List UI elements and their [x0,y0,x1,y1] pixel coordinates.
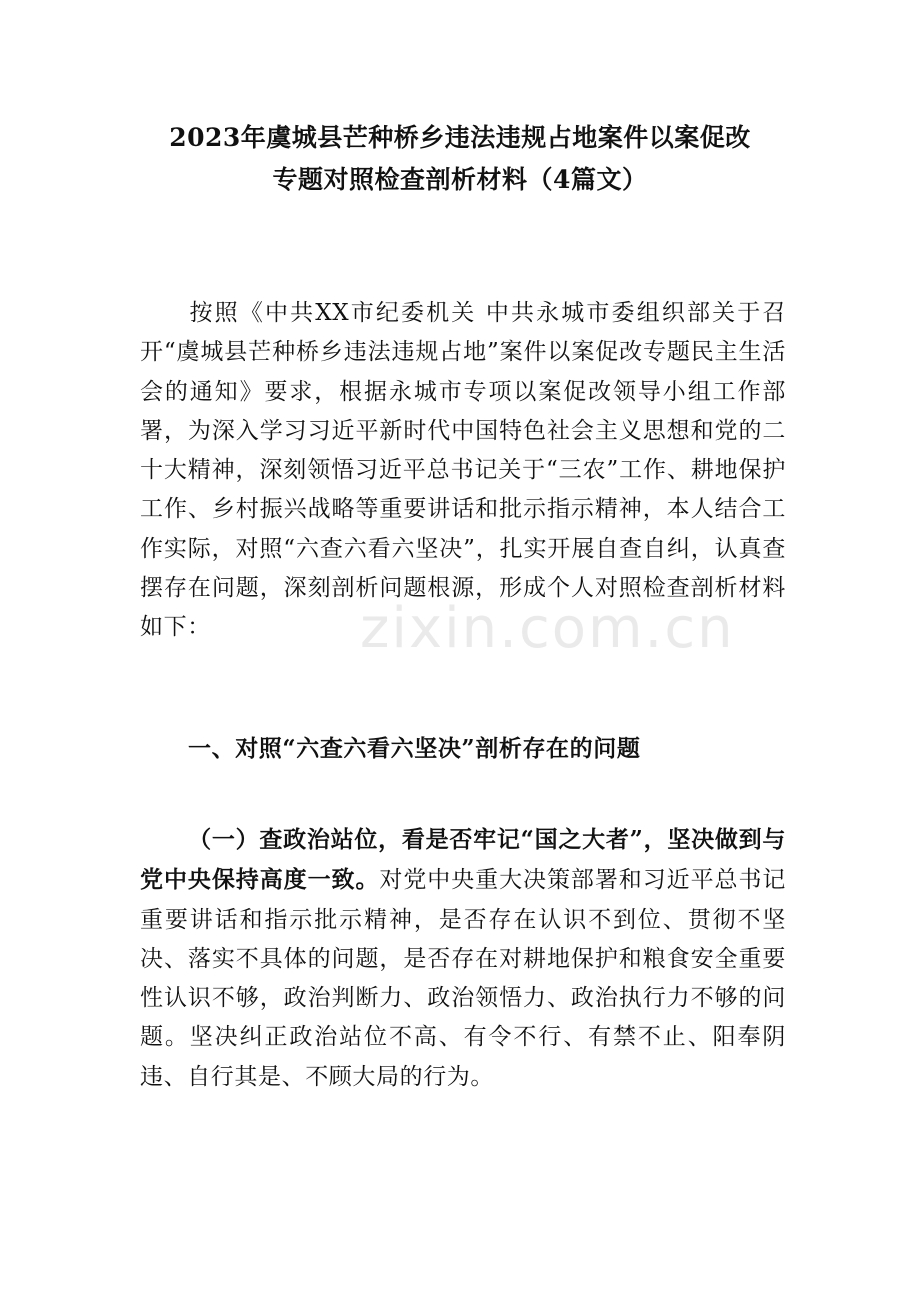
section-1-paragraph [140,820,786,1097]
section-heading-1: 一、对照“六查六看六坚决”剖析存在的问题 [188,735,641,762]
document-title-line-1: 2023年虞城县芒种桥乡违法违规占地案件以案促改 [169,123,751,152]
section-1-body: 对党中央重大决策部署和习近平总书记重要讲话和指示批示精神，是否存在认识不到位、贯彻不坚决、落实不具体的问题，是否存在对耕地保护和粮食安全重要性认识不够，政治判断力、政治领悟力、政治执行力不够的问题。坚决纠正政治站位不高、有令不行、有禁不止、阳奉阴违、自行其是、不顾大局的行为。 [140,867,787,1090]
section-1-lead: （一）查政治站位，看是否牢记“国之大者”，坚决做到与党中央保持高度一致。 [140,826,786,894]
intro-text: 按照《中共XX市纪委机关 中共永城市委组织部关于召开“虞城县芒种桥乡违法违规占地”案件以案促改专题民主生活会的通知》要求，根据永城市专项以案促改领导小组工作部署，为深入学习习近平新时代中国特色社会主义思想和党的二十大精神，深刻领悟习近平总书记关于“三农”工作、耕地保护工作、乡村振兴战略等重要讲话和批示指示精神，本人结合工作实际，对照“六查六看六坚决”，扎实开展自查自纠，认真查摆存在问题，深刻剖析问题根源，形成个人对照检查剖析材料如下： [140,300,786,641]
watermark: zixin.com.cn [360,596,735,661]
intro-paragraph [140,294,786,648]
document-title-line-2: 专题对照检查剖析材料（4篇文） [272,165,648,194]
